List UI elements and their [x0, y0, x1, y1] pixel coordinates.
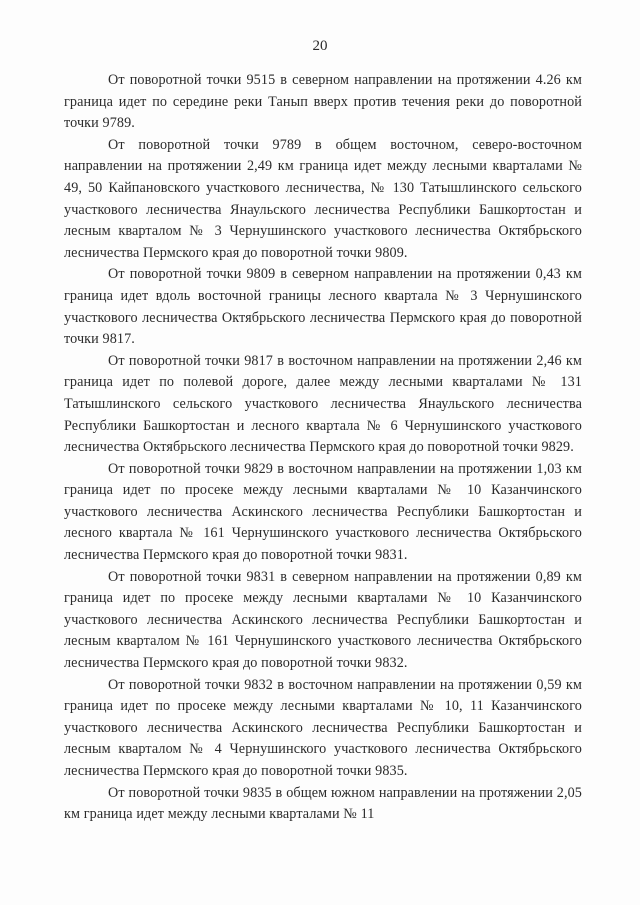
paragraph: От поворотной точки 9832 в восточном направлении на протяжении 0,59 км граница идет по просеке между лесными кварталами № 10, 11 Казанчинского участкового лесничества Аскинского лесничества Республики Башкортостан и лесным кварталом № 4 Чернушинского участкового лесничества Октябрьского лесничества Пермского края до поворотной точки 9835. — [64, 676, 582, 779]
paragraph: От поворотной точки 9817 в восточном направлении на протяжении 2,46 км граница идет по полевой дороге, далее между лесными кварталами № 131 Татышлинского сельского участкового лесничества Янаульского лесничества Республики Башкортостан и лесного квартала № 6 Чернушинского участкового лесничества Октябрьского лесничества Пермского края до поворотной точки 9829. — [64, 352, 582, 456]
paragraph: От поворотной точки 9515 в северном направлении на протяжении 4.26 км граница идет по середине реки Танып вверх против течения реки до поворотной точки 9789. — [64, 72, 582, 132]
page-number: 20 — [312, 38, 328, 54]
paragraph: От поворотной точки 9789 в общем восточном, северо-восточном направлении на протяжении 2,49 км граница идет между лесными кварталами № 49, 50 Кайпановского участкового лесничества, № 130 Татышлинского сельского участкового лесничества Янаульского лесничества Республики Башкортостан и лесным кварталом № 3 Чернушинского участкового лесничества Октябрьского лесничества Пермского края до поворотной точки 9809. — [64, 136, 582, 261]
paragraph: От поворотной точки 9829 в восточном направлении на протяжении 1,03 км граница идет по просеке между лесными кварталами № 10 Казанчинского участкового лесничества Аскинского лесничества Республики Башкортостан и лесного квартала № 161 Чернушинского участкового лесничества Октябрьского лесничества Пермского края до поворотной точки 9831. — [64, 460, 582, 564]
paragraph: От поворотной точки 9835 в общем южном направлении на протяжении 2,05 км граница идет между лесными кварталами № 11 — [64, 784, 582, 823]
document-body — [64, 70, 582, 826]
paragraph: От поворотной точки 9831 в северном направлении на протяжении 0,89 км граница идет по просеке между лесными кварталами № 10 Казанчинского участкового лесничества Аскинского лесничества Республики Башкортостан и лесным кварталом № 161 Чернушинского участкового лесничества Октябрьского лесничества Пермского края до поворотной точки 9832. — [64, 568, 582, 672]
paragraph: От поворотной точки 9809 в северном направлении на протяжении 0,43 км граница идет вдоль восточной границы лесного квартала № 3 Чернушинского участкового лесничества Октябрьского лесничества Пермского края до поворотной точки 9817. — [64, 266, 582, 348]
